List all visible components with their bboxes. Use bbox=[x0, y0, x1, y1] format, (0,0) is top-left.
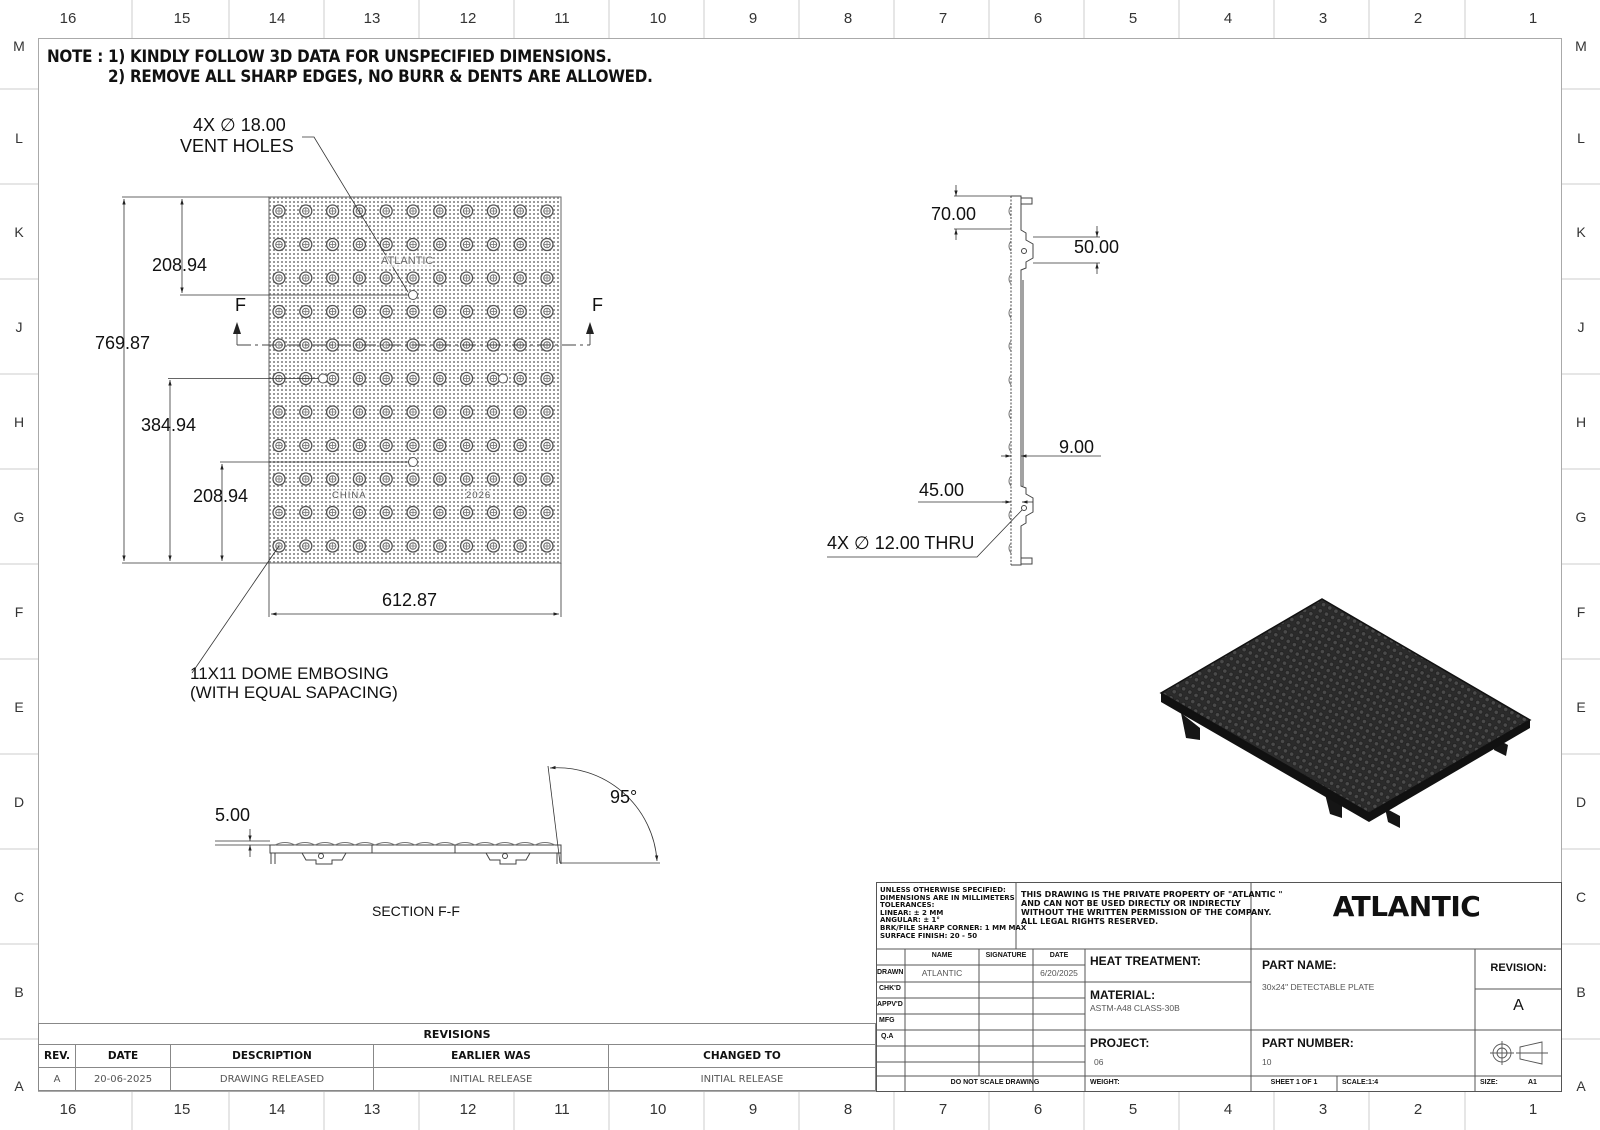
zone-row: B bbox=[14, 984, 24, 1000]
zone-row: C bbox=[13, 889, 25, 905]
heat-treatment-label bbox=[1090, 952, 1201, 970]
vent-holes-callout: 4X ∅ 18.00 bbox=[193, 115, 286, 135]
zone-col: 7 bbox=[938, 10, 948, 27]
zone-row: M bbox=[13, 38, 25, 54]
col-date-header: DATE bbox=[1049, 952, 1069, 959]
dim-overall-height: 769.87 bbox=[95, 333, 151, 353]
role-mfg: MFG bbox=[879, 1017, 895, 1024]
angle-95: 95° bbox=[610, 787, 638, 807]
revisions-table bbox=[38, 1023, 876, 1091]
zone-col: 5 bbox=[1128, 1101, 1138, 1118]
zone-col: 13 bbox=[363, 10, 381, 27]
size-label: SIZE: bbox=[1480, 1079, 1498, 1086]
zone-col: 4 bbox=[1223, 10, 1233, 27]
dim-bottom-offset: 208.94 bbox=[193, 486, 249, 506]
part-number-value: 10 bbox=[1262, 1057, 1272, 1067]
zone-col: 11 bbox=[554, 10, 570, 27]
zone-col: 8 bbox=[843, 1101, 853, 1118]
dome-callout-line-2: (WITH EQUAL SAPACING) bbox=[190, 683, 398, 702]
zone-col: 16 bbox=[59, 10, 77, 27]
material-value: ASTM-A48 CLASS-30B bbox=[1090, 1003, 1180, 1013]
zone-col: 9 bbox=[748, 10, 758, 27]
zone-col: 11 bbox=[554, 1101, 570, 1118]
dim-width: 612.87 bbox=[382, 590, 438, 610]
zone-col: 15 bbox=[173, 10, 191, 27]
section-marker-left: F bbox=[235, 295, 246, 315]
zone-col: 14 bbox=[268, 1101, 286, 1118]
zone-col: 1 bbox=[1528, 10, 1538, 27]
projection-symbol-icon bbox=[1490, 1035, 1550, 1071]
revision-row bbox=[39, 1068, 876, 1091]
zone-col: 6 bbox=[1033, 10, 1043, 27]
zone-col: 4 bbox=[1223, 1101, 1233, 1118]
project-label bbox=[1090, 1034, 1149, 1052]
part-number-text: PART NUMBER: bbox=[1262, 1036, 1354, 1050]
drawn-name: ATLANTIC bbox=[921, 968, 963, 978]
col-name-header: NAME bbox=[931, 952, 953, 959]
title-block bbox=[876, 882, 1562, 1092]
project-text: PROJECT: bbox=[1090, 1036, 1150, 1050]
rev-cell: INITIAL RELEASE bbox=[374, 1068, 609, 1091]
zone-col: 2 bbox=[1413, 10, 1423, 27]
tolerance-line: LINEAR: ± 2 MM bbox=[880, 908, 944, 917]
property-notice bbox=[1021, 890, 1282, 926]
notice-line: AND CAN NOT BE USED DIRECTLY OR INDIRECTLY bbox=[1021, 899, 1241, 908]
emboss-china: CHINA bbox=[332, 490, 367, 501]
zone-col: 2 bbox=[1413, 1101, 1423, 1118]
dim-70: 70.00 bbox=[931, 204, 977, 224]
zone-col: 3 bbox=[1318, 10, 1328, 27]
zone-row: D bbox=[1575, 794, 1587, 810]
zone-col: 8 bbox=[843, 10, 853, 27]
zone-row: M bbox=[1575, 38, 1587, 54]
zone-row: K bbox=[14, 224, 24, 240]
part-name-value: 30x24" DETECTABLE PLATE bbox=[1262, 982, 1375, 992]
dim-45: 45.00 bbox=[919, 480, 965, 500]
zone-row: F bbox=[1576, 604, 1586, 620]
zone-row: B bbox=[1576, 984, 1586, 1000]
revision-value: A bbox=[1513, 997, 1524, 1014]
zone-col: 1 bbox=[1528, 1101, 1538, 1118]
rev-header-rev: REV. bbox=[39, 1045, 76, 1068]
zone-row: H bbox=[13, 414, 25, 430]
section-marker-right: F bbox=[592, 295, 603, 315]
zone-col: 15 bbox=[173, 1101, 191, 1118]
tolerance-line: ANGULAR: ± 1° bbox=[880, 916, 940, 925]
part-name-label bbox=[1262, 956, 1336, 974]
dim-9: 9.00 bbox=[1059, 437, 1095, 457]
note-line-1: NOTE : 1) KINDLY FOLLOW 3D DATA FOR UNSPECIFIED DIMENSIONS. bbox=[47, 47, 612, 66]
do-not-scale: DO NOT SCALE DRAWING bbox=[950, 1079, 1040, 1086]
zone-row: K bbox=[1576, 224, 1586, 240]
tolerance-line: DIMENSIONS ARE IN MILLIMETERS bbox=[880, 893, 1015, 902]
drawn-date: 6/20/2025 bbox=[1040, 968, 1078, 978]
zone-row: D bbox=[13, 794, 25, 810]
zone-row: L bbox=[15, 130, 23, 146]
tolerance-line: BRK/FILE SHARP CORNER: 1 MM MAX bbox=[880, 923, 1027, 932]
zone-col: 12 bbox=[459, 1101, 477, 1118]
zone-col: 3 bbox=[1318, 1101, 1328, 1118]
part-number-label bbox=[1262, 1034, 1354, 1052]
role-qa: Q.A bbox=[881, 1033, 894, 1040]
notice-line: THIS DRAWING IS THE PRIVATE PROPERTY OF "ATLANTIC " bbox=[1021, 890, 1283, 899]
hole-callout: 4X ∅ 12.00 THRU bbox=[827, 533, 975, 553]
revision-label: REVISION: bbox=[1490, 962, 1547, 974]
zone-row: J bbox=[15, 319, 23, 335]
col-signature-header: SIGNATURE bbox=[985, 952, 1027, 959]
dome-callout-line-1: 11X11 DOME EMBOSING bbox=[190, 664, 389, 683]
zone-row: F bbox=[14, 604, 24, 620]
emboss-atlantic: ATLANTIC bbox=[381, 255, 434, 267]
notice-line: WITHOUT THE WRITTEN PERMISSION OF THE COMPANY. bbox=[1021, 908, 1272, 917]
section-title: SECTION F-F bbox=[372, 903, 460, 919]
zone-row: G bbox=[1575, 509, 1587, 525]
rev-header-description: DESCRIPTION bbox=[171, 1045, 374, 1068]
zone-col: 6 bbox=[1033, 1101, 1043, 1118]
role-checked: CHK'D bbox=[879, 985, 901, 992]
emboss-year: 2026 bbox=[466, 490, 492, 501]
dim-top-offset: 208.94 bbox=[152, 255, 208, 275]
zone-row: J bbox=[1577, 319, 1585, 335]
zone-col: 16 bbox=[59, 1101, 77, 1118]
rev-header-changed: CHANGED TO bbox=[609, 1045, 876, 1068]
note-line-2: 2) REMOVE ALL SHARP EDGES, NO BURR & DENTS ARE ALLOWED. bbox=[108, 67, 653, 86]
tolerance-line: TOLERANCES: bbox=[880, 901, 935, 910]
tolerances-block bbox=[880, 887, 1026, 940]
zone-col: 12 bbox=[459, 10, 477, 27]
notice-line: ALL LEGAL RIGHTS RESERVED. bbox=[1021, 917, 1159, 926]
revisions-title: REVISIONS bbox=[39, 1024, 876, 1045]
size-value: A1 bbox=[1528, 1079, 1537, 1086]
scale-info: SCALE:1:4 bbox=[1342, 1079, 1379, 1086]
zone-row: L bbox=[1577, 130, 1585, 146]
role-approved: APPV'D bbox=[877, 1001, 903, 1008]
rev-cell: INITIAL RELEASE bbox=[609, 1068, 876, 1091]
dim-50: 50.00 bbox=[1074, 237, 1120, 257]
zone-row: A bbox=[14, 1078, 24, 1094]
project-value: 06 bbox=[1094, 1057, 1104, 1067]
zone-col: 5 bbox=[1128, 10, 1138, 27]
zone-col: 13 bbox=[363, 1101, 381, 1118]
role-drawn: DRAWN bbox=[877, 969, 904, 976]
heat-treatment-text: HEAT TREATMENT: bbox=[1090, 954, 1201, 968]
zone-row: E bbox=[1576, 699, 1586, 715]
dim-center: 384.94 bbox=[141, 415, 197, 435]
zone-col: 14 bbox=[268, 10, 286, 27]
zone-col: 10 bbox=[649, 10, 667, 27]
rev-header-date: DATE bbox=[76, 1045, 171, 1068]
sheet-info: SHEET 1 OF 1 bbox=[1270, 1079, 1318, 1086]
tolerance-line: SURFACE FINISH: 20 - 50 bbox=[880, 931, 978, 940]
material-label bbox=[1090, 986, 1155, 1004]
dim-5: 5.00 bbox=[215, 805, 251, 825]
rev-cell: DRAWING RELEASED bbox=[171, 1068, 374, 1091]
zone-row: A bbox=[1576, 1078, 1586, 1094]
rev-header-earlier: EARLIER WAS bbox=[374, 1045, 609, 1068]
zone-row: H bbox=[1575, 414, 1587, 430]
zone-row: E bbox=[14, 699, 24, 715]
tolerance-line: UNLESS OTHERWISE SPECIFIED: bbox=[880, 886, 1006, 894]
zone-row: C bbox=[1575, 889, 1587, 905]
zone-row: G bbox=[13, 509, 25, 525]
rev-cell: A bbox=[39, 1068, 76, 1091]
rev-cell: 20-06-2025 bbox=[76, 1068, 171, 1091]
zone-col: 9 bbox=[748, 1101, 758, 1118]
weight-label: WEIGHT: bbox=[1090, 1079, 1120, 1086]
company-logo-text: ATLANTIC bbox=[1332, 890, 1481, 923]
zone-col: 7 bbox=[938, 1101, 948, 1118]
material-text: MATERIAL: bbox=[1090, 988, 1156, 1002]
zone-col: 10 bbox=[649, 1101, 667, 1118]
part-name-text: PART NAME: bbox=[1262, 958, 1337, 972]
vent-holes-label: VENT HOLES bbox=[180, 136, 294, 156]
